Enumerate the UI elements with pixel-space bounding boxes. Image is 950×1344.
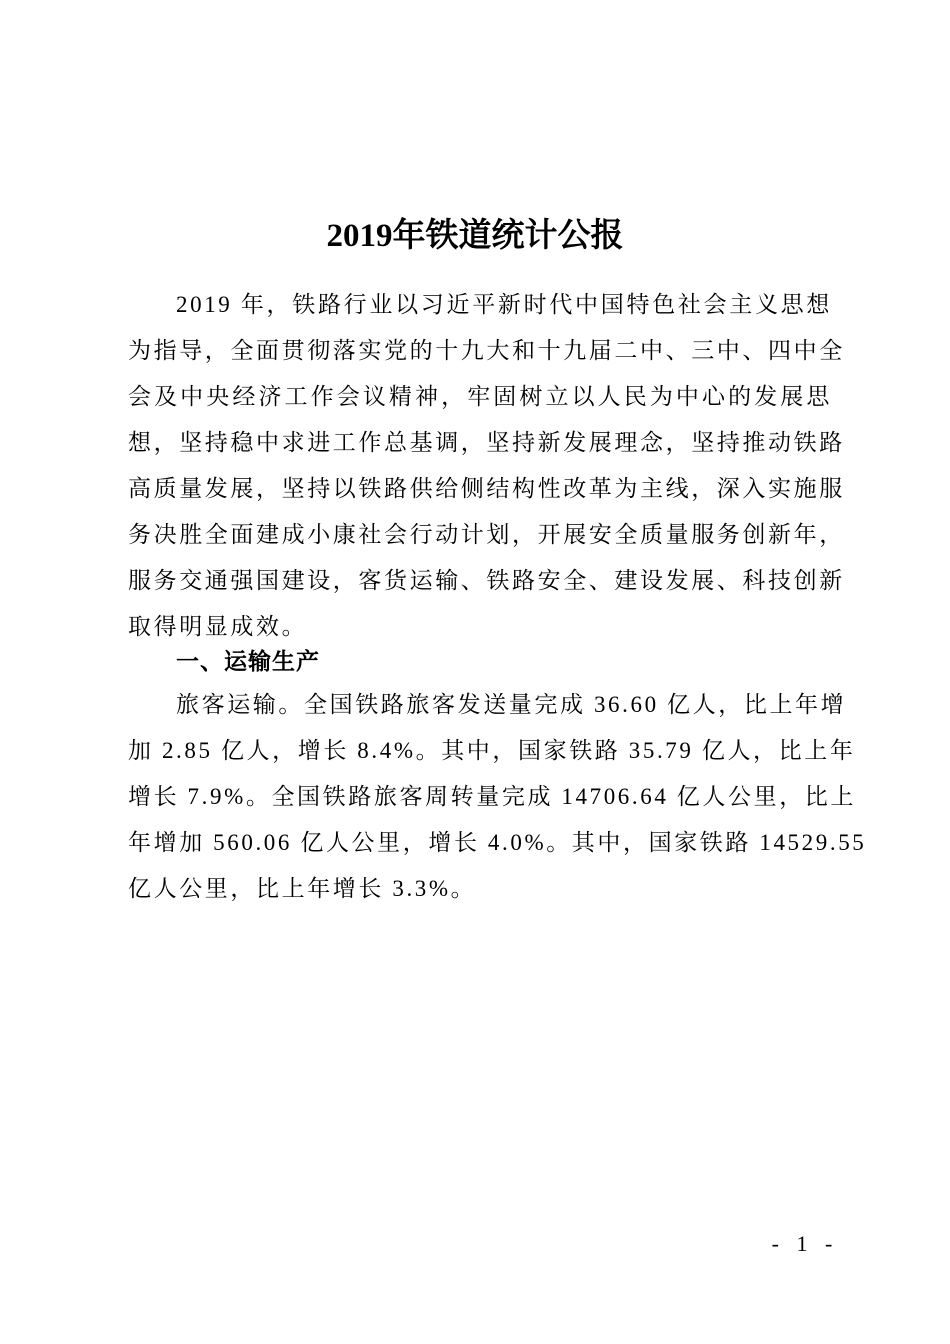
paragraph-line: 服务交通强国建设，客货运输、铁路安全、建设发展、科技创新 <box>128 568 845 593</box>
page-number: - 1 - <box>771 1231 839 1256</box>
paragraph-line: 年增加 560.06 亿人公里，增长 4.0%。其中，国家铁路 14529.55 <box>128 830 867 855</box>
paragraph-line: 高质量发展，坚持以铁路供给侧结构性改革为主线，深入实施服 <box>128 476 845 501</box>
document-title: 2019年铁道统计公报 <box>326 218 624 254</box>
paragraph-line: 旅客运输。全国铁路旅客发送量完成 36.60 亿人，比上年增 <box>176 692 847 717</box>
section-heading: 一、运输生产 <box>176 649 320 675</box>
passenger-transport-paragraph <box>128 682 867 912</box>
paragraph-line: 加 2.85 亿人，增长 8.4%。其中，国家铁路 35.79 亿人，比上年 <box>128 738 856 763</box>
paragraph-line: 2019 年，铁路行业以习近平新时代中国特色社会主义思想 <box>176 292 832 317</box>
paragraph-line: 亿人公里，比上年增长 3.3%。 <box>128 876 477 901</box>
paragraph-line: 想，坚持稳中求进工作总基调，坚持新发展理念，坚持推动铁路 <box>128 430 845 455</box>
paragraph-line: 增长 7.9%。全国铁路旅客周转量完成 14706.64 亿人公里，比上 <box>128 784 857 809</box>
paragraph-line: 会及中央经济工作会议精神，牢固树立以人民为中心的发展思 <box>128 384 832 409</box>
paragraph-line: 为指导，全面贯彻落实党的十九大和十九届二中、三中、四中全 <box>128 338 845 363</box>
paragraph-line: 取得明显成效。 <box>128 614 308 639</box>
intro-paragraph <box>128 282 845 650</box>
paragraph-line: 务决胜全面建成小康社会行动计划，开展安全质量服务创新年， <box>128 522 845 547</box>
